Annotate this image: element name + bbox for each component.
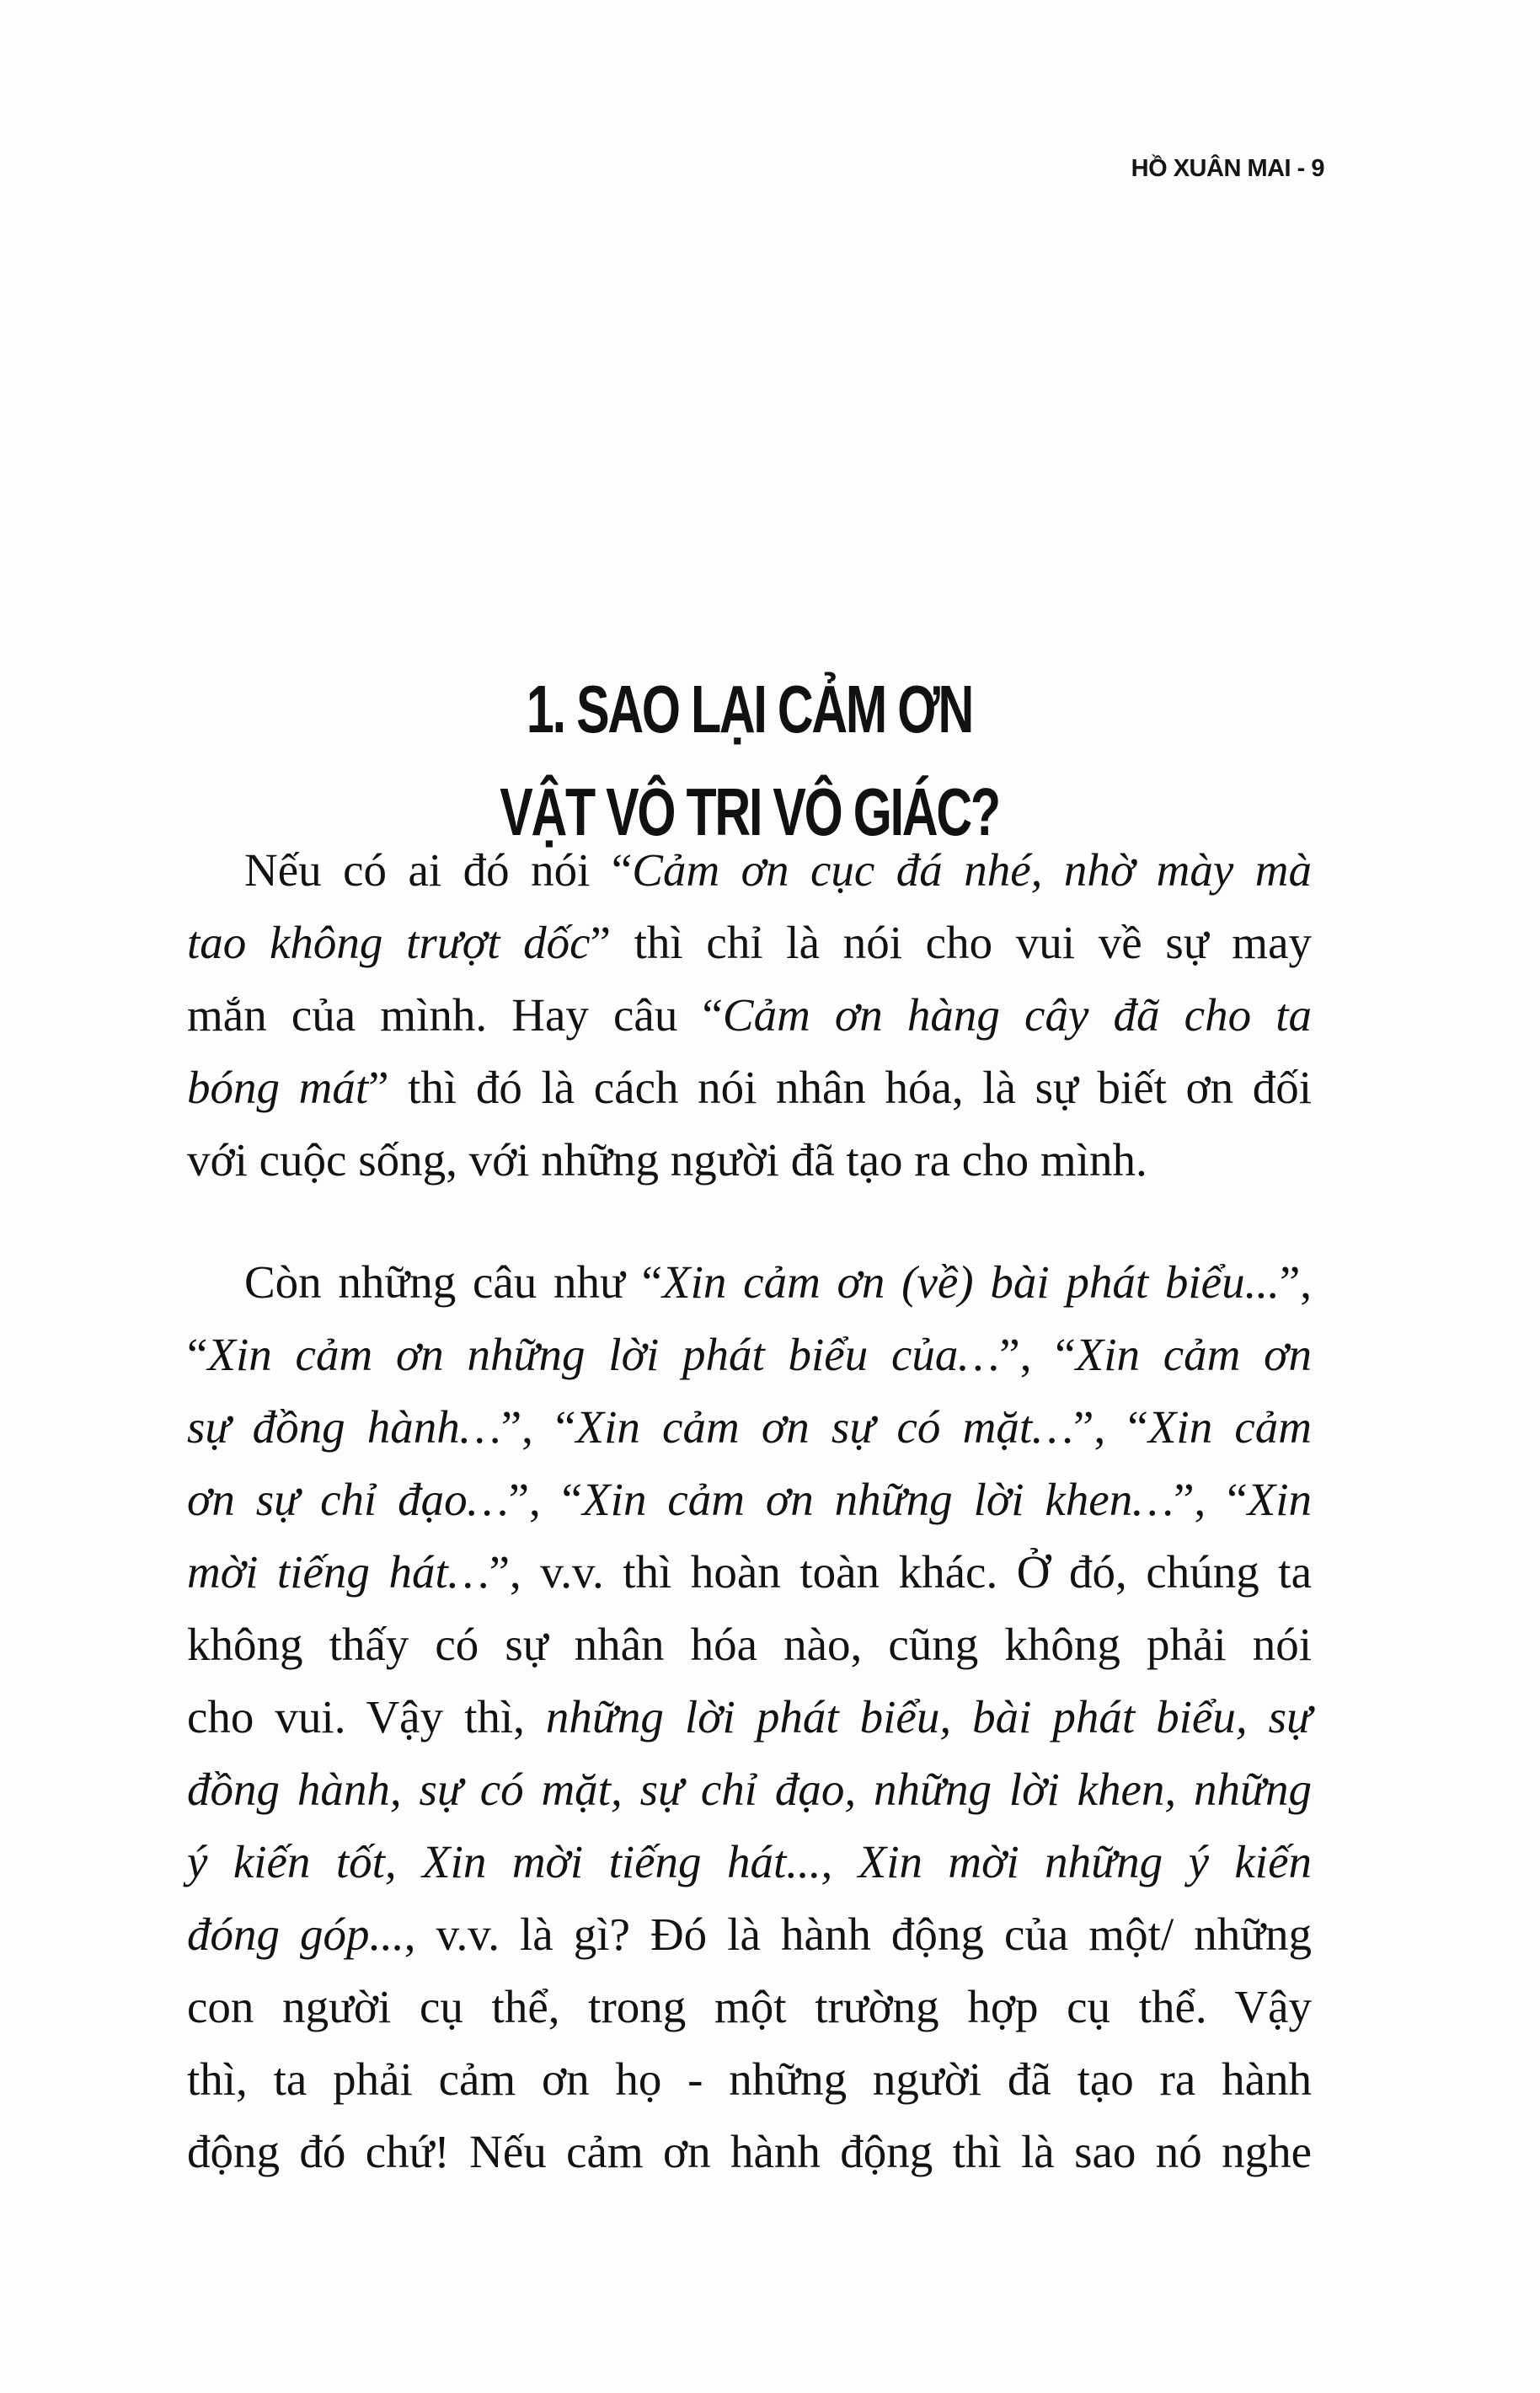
body-text xyxy=(187,834,1312,2188)
chapter-title xyxy=(187,658,1312,864)
body-text-run: thì, ta phải cảm ơn họ - những người đã tạo ra hành xyxy=(187,2053,1312,2105)
body-text-run: , v.v. là gì? Đó là hành động của một/ những xyxy=(404,1909,1312,1960)
body-text-run: không thấy có sự nhân hóa nào, cũng không phải nói xyxy=(187,1619,1312,1670)
body-text-run: ” thì chỉ là nói cho vui về sự may xyxy=(590,917,1312,968)
text-line xyxy=(187,979,1312,1052)
italic-text: Xin cảm xyxy=(1147,1401,1313,1453)
italic-text: ơn sự chỉ đạo… xyxy=(187,1474,509,1525)
body-text-run: với cuộc sống, với những người đã tạo ra cho mình. xyxy=(187,1134,1147,1186)
body-text-run: Còn những câu như “ xyxy=(244,1256,663,1308)
running-head-text: HỒ XUÂN MAI - 9 xyxy=(1131,155,1324,182)
italic-text: Xin xyxy=(1247,1474,1312,1525)
chapter-title-line-2: VẬT VÔ TRI VÔ GIÁC? xyxy=(500,774,999,850)
italic-text: bóng mát xyxy=(187,1062,369,1113)
body-text-run: ”, “ xyxy=(508,1474,583,1525)
text-line xyxy=(187,1246,1312,1319)
body-text-run: “ xyxy=(187,1329,208,1380)
body-text-run: con người cụ thể, trong một trường hợp cụ thể. Vậy xyxy=(187,1981,1312,2032)
italic-text: Cảm ơn cục đá nhé, nhờ mày mà xyxy=(632,844,1312,896)
text-line xyxy=(187,1898,1312,1971)
body-text-run: ”, “ xyxy=(1073,1401,1148,1453)
italic-text: Xin cảm ơn những lời phát biểu của… xyxy=(207,1329,1000,1380)
text-line xyxy=(187,1536,1312,1609)
text-line xyxy=(187,1052,1312,1124)
text-line xyxy=(187,1124,1312,1196)
italic-text: đóng góp... xyxy=(187,1909,404,1960)
text-line xyxy=(187,834,1312,907)
text-line xyxy=(187,907,1312,979)
running-header xyxy=(927,152,1324,185)
text-line xyxy=(187,1971,1312,2043)
text-line xyxy=(187,1681,1312,1753)
italic-text: Xin cảm ơn xyxy=(1075,1329,1312,1380)
text-line xyxy=(187,1319,1312,1391)
body-text-run: Nếu có ai đó nói “ xyxy=(244,844,633,896)
chapter-title-line-1: 1. SAO LẠI CẢM ƠN xyxy=(526,672,973,747)
italic-text: ý kiến tốt, Xin mời tiếng hát..., Xin mời những ý kiến xyxy=(187,1836,1312,1887)
paragraph-1 xyxy=(187,834,1312,1196)
italic-text: những lời phát biểu, bài phát biểu, sự xyxy=(545,1691,1312,1743)
body-text-run: động đó chứ! Nếu cảm ơn hành động thì là sao nó nghe xyxy=(187,2126,1312,2177)
body-text-run: mắn của mình. Hay câu “ xyxy=(187,989,723,1041)
text-line xyxy=(187,2116,1312,2188)
body-text-run: cho vui. Vậy thì, xyxy=(187,1691,546,1743)
body-text-run: ”, v.v. thì hoàn toàn khác. Ở đó, chúng ta xyxy=(489,1546,1312,1598)
italic-text: Xin cảm ơn (về) bài phát biểu... xyxy=(662,1256,1280,1308)
italic-text: Xin cảm ơn những lời khen… xyxy=(582,1474,1174,1525)
italic-text: tao không trượt dốc xyxy=(187,917,591,968)
italic-text: Cảm ơn hàng cây đã cho ta xyxy=(722,989,1312,1041)
body-text-run: ”, “ xyxy=(500,1401,576,1453)
body-text-run: ”, “ xyxy=(1174,1474,1248,1525)
italic-text: Xin cảm ơn sự có mặt… xyxy=(575,1401,1074,1453)
italic-text: mời tiếng hát… xyxy=(187,1546,489,1598)
text-line xyxy=(187,1753,1312,1826)
italic-text: sự đồng hành… xyxy=(187,1401,501,1453)
text-line xyxy=(187,1826,1312,1898)
body-text-run: ”, xyxy=(1279,1256,1312,1308)
body-text-run: ” thì đó là cách nói nhân hóa, là sự biết ơn đối xyxy=(368,1062,1313,1113)
italic-text: đồng hành, sự có mặt, sự chỉ đạo, những lời khen, những xyxy=(187,1764,1312,1815)
text-line xyxy=(187,1609,1312,1681)
paragraph-2 xyxy=(187,1246,1312,2188)
body-text-run: ”, “ xyxy=(999,1329,1076,1380)
text-line xyxy=(187,1391,1312,1464)
text-line xyxy=(187,2043,1312,2116)
text-line xyxy=(187,1464,1312,1536)
